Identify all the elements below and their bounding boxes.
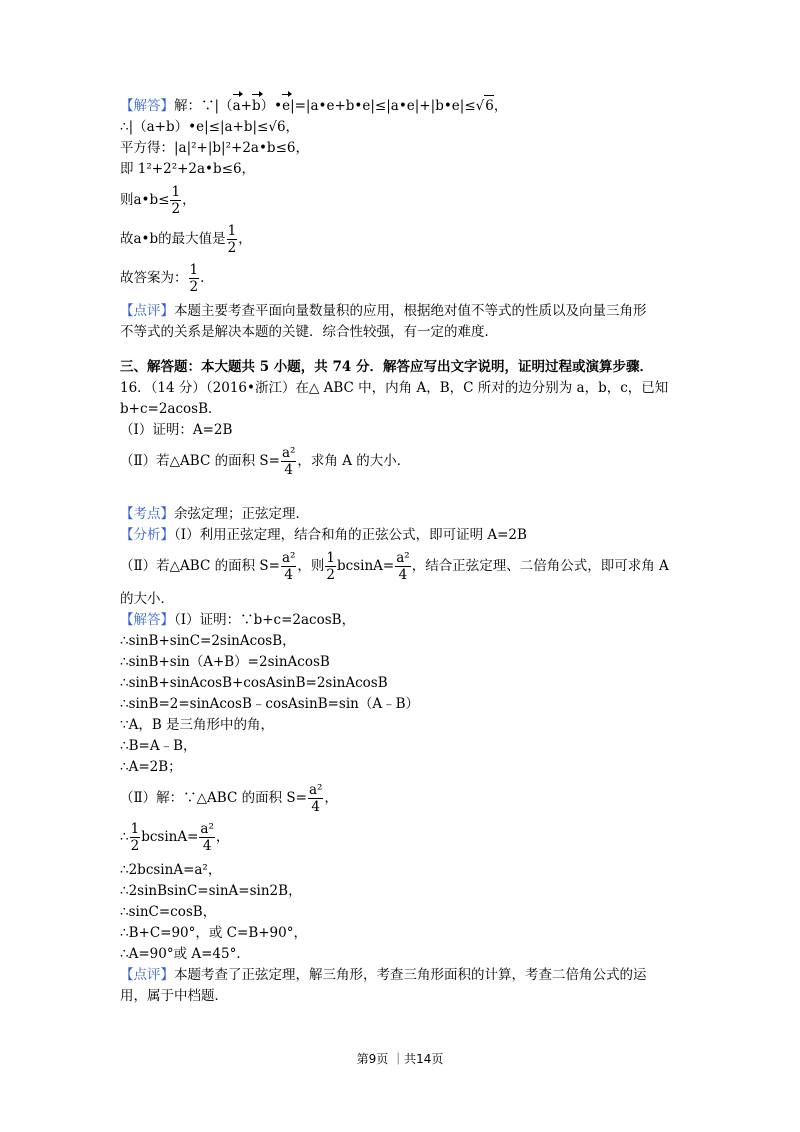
vector-a: a <box>233 93 241 117</box>
solution-line-6: 故a•b的最大值是 $\frac{1}{2}$ ， <box>120 223 252 256</box>
jieda-line-5: ∴sinB=2=sinAcosB﹣cosAsinB=sin（A﹣B） <box>120 696 420 712</box>
vector-b: b <box>252 93 261 117</box>
fraction: $\frac{1}{2}$ <box>326 550 336 583</box>
jieda-line-7: ∴B=A﹣B， <box>120 738 197 754</box>
fenxi-line-2: （Ⅱ）若△ABC 的面积 S= $\frac{\text{a²}}{4}$ ，则 $\frac{1}{2}$ bcsinA= $\frac{\text{a²}}{4}$ ，结合正弦定理、二倍角公式，即可求角 A <box>120 550 669 583</box>
solution-line-1: 【解答】解：∵|（a+b）•e|=|a•e+b•e|≤|a•e|+|b•e|≤√6， <box>120 93 690 117</box>
fraction: $\frac{1}{2}$ <box>227 223 237 256</box>
problem-part-2: （Ⅱ）若△ABC 的面积 S= $\frac{\text{a²}}{4}$ ，求角 A 的大小． <box>120 445 411 478</box>
page-footer: 第9页 ｜共14页 <box>356 1052 444 1066</box>
section-heading: 三、解答题：本大题共 5 小题，共 74 分．解答应写出文字说明，证明过程或演算步骤． <box>120 359 653 375</box>
jieda-line-12: ∴2sinBsinC=sinA=sin2B， <box>120 883 302 899</box>
solution-line-2: ∴|（a+b）•e|≤|a+b|≤√6， <box>120 119 300 135</box>
vector-e: e <box>282 93 290 117</box>
jieda-line-2: ∴sinB+sinC=2sinAcosB， <box>120 633 296 649</box>
jieda-line-4: ∴sinB+sinAcosB+cosAsinB=2sinAcosB <box>120 675 388 691</box>
solution-line-7: 故答案为： $\frac{1}{2}$ . <box>120 262 205 295</box>
sqrt-symbol: √ <box>475 98 485 114</box>
review-line-1: 【点评】本题主要考查平面向量数量积的应用，根据绝对值不等式的性质以及向量三角形 <box>120 303 647 319</box>
fraction: $\frac{\text{a²}}{4}$ <box>200 821 214 854</box>
fraction: $\frac{1}{2}$ <box>171 184 181 217</box>
review-line-2: 不等式的关系是解决本题的关键．综合性较强，有一定的难度． <box>120 324 498 340</box>
jieda-line-3: ∴sinB+sin（A+B）=2sinAcosB <box>120 654 330 670</box>
jieda-line-11: ∴2bcsinA=a²， <box>120 862 222 878</box>
jieda-line-6: ∵A，B 是三角形中的角， <box>120 717 275 733</box>
page-content <box>120 93 690 1007</box>
fraction: $\frac{\text{a²}}{4}$ <box>281 445 296 478</box>
kaodian-tag: 【考点】 <box>120 506 174 522</box>
jieda-line-9: （Ⅱ）解：∵△ABC 的面积 S= $\frac{\text{a²}}{4}$ ， <box>120 782 338 815</box>
jieda-line-10: ∴ $\frac{1}{2}$ bcsinA= $\frac{\text{a²}}{4}$ ， <box>120 821 230 854</box>
solution-line-4: 即 1²+2²+2a•b≤6， <box>120 161 256 177</box>
jieda-line-8: ∴A=2B； <box>120 759 182 775</box>
fraction: $\frac{\text{a²}}{4}$ <box>396 550 410 583</box>
review2-line-2: 用，属于中档题． <box>120 988 228 1004</box>
review-tag: 【点评】 <box>120 303 174 319</box>
fraction: $\frac{\text{a²}}{4}$ <box>308 782 323 815</box>
jieda-line-13: ∴sinC=cosB， <box>120 904 217 920</box>
solution-line-3: 平方得：|a|²+|b|²+2a•b≤6， <box>120 140 309 156</box>
solution-line-5: 则a•b≤ $\frac{1}{2}$ ， <box>120 184 196 217</box>
jieda-line-14: ∴B+C=90°，或 C=B+90°， <box>120 925 307 941</box>
fraction: $\frac{1}{2}$ <box>189 262 199 295</box>
problem-line-1: 16．（14 分）（2016•浙江）在△ ABC 中，内角 A，B，C 所对的边分别为 a，b，c，已知 <box>120 380 669 396</box>
fraction: $\frac{1}{2}$ <box>130 821 140 854</box>
jieda-tag: 【解答】 <box>120 612 174 628</box>
jieda-line-15: ∴A=90°或 A=45°． <box>120 946 250 962</box>
kaodian-line: 【考点】余弦定理；正弦定理． <box>120 506 309 522</box>
problem-line-2: b+c=2acosB． <box>120 401 222 417</box>
review2-tag: 【点评】 <box>120 967 174 983</box>
answer-tag: 【解答】 <box>120 98 174 114</box>
review2-line-1: 【点评】本题考查了正弦定理，解三角形，考查三角形面积的计算，考查二倍角公式的运 <box>120 967 647 983</box>
problem-part-1: （Ⅰ）证明：A=2B <box>120 422 233 438</box>
fraction: $\frac{\text{a²}}{4}$ <box>281 550 296 583</box>
jieda-line-1: 【解答】（Ⅰ）证明：∵b+c=2acosB， <box>120 612 356 628</box>
fenxi-tag: 【分析】 <box>120 527 174 543</box>
sqrt-value: 6 <box>484 95 494 117</box>
fenxi-line-3: 的大小． <box>120 591 174 607</box>
fenxi-line-1: 【分析】（Ⅰ）利用正弦定理，结合和角的正弦公式，即可证明 A=2B <box>120 527 527 543</box>
